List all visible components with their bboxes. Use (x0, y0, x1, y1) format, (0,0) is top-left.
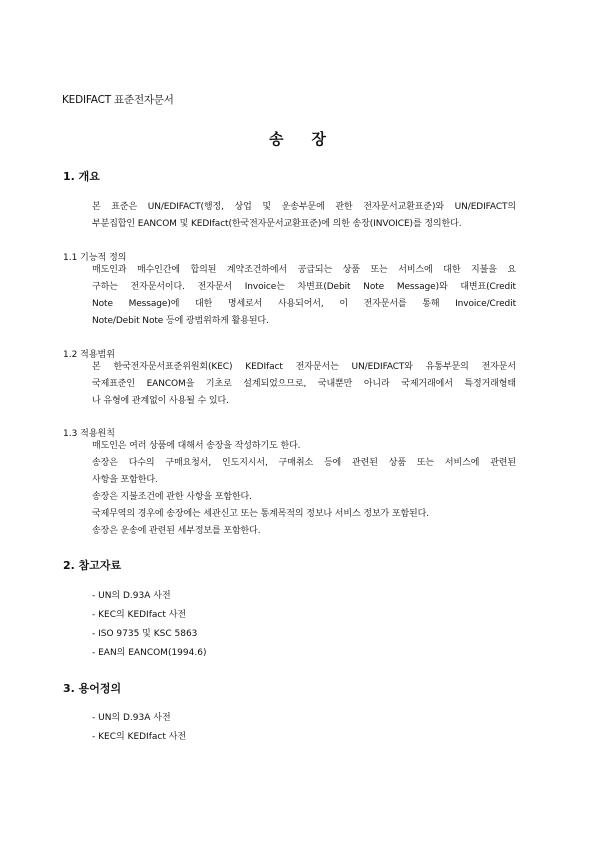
paragraph-line: 사항을 포함한다. (92, 475, 158, 485)
function-paragraph (92, 262, 516, 330)
list-item: - KEC의 KEDIfact 사전 (92, 610, 187, 620)
paragraph-line: 구하는 전자문서이다. 전자문서 Invoice는 차변표(Debit Note Message)와 대변표(Credit (92, 282, 516, 292)
paragraph-line: 송장은 다수의 구매요청서, 인도지시서, 구매취소 등에 관련된 상품 또는 서비스에 관련된 (92, 458, 516, 468)
section-heading-overview: 1. 개요 (63, 170, 100, 183)
paragraph-line: 국제표준인 EANCOM을 기초로 설계되었으므로, 국내뿐만 아니라 국제거래에서 특정거래형태 (92, 379, 516, 389)
scope-paragraph (92, 359, 516, 410)
page-title (0, 128, 595, 149)
paragraph-line: Note/Debit Note 등에 광범위하게 활용된다. (92, 316, 269, 326)
paragraph-line: 나 유형에 관계없이 사용될 수 있다. (92, 396, 229, 406)
document-type-label: KEDIFACT 표준전자문서 (62, 94, 174, 106)
paragraph-line: 본 표준은 UN/EDIFACT(행정, 상업 및 운송부문에 관한 전자문서교환표준)와 UN/EDIFACT의 (92, 202, 516, 212)
terms-list (92, 709, 186, 747)
section-heading-terms: 3. 용어정의 (63, 682, 122, 695)
subsection-heading-principles: 1.3 적용원칙 (63, 429, 115, 439)
overview-paragraph (92, 199, 516, 233)
section-heading-references: 2. 참고자료 (63, 559, 122, 572)
list-item: - ISO 9735 및 KSC 5863 (92, 629, 198, 639)
list-item: - KEC의 KEDIfact 사전 (92, 732, 187, 742)
list-item: - EAN의 EANCOM(1994.6) (92, 648, 207, 658)
paragraph-line: 본 한국전자문서표준위원회(KEC) KEDIfact 전자문서는 UN/EDIFACT와 유통부문의 전자문서 (92, 362, 516, 372)
list-item: - UN의 D.93A 사전 (92, 713, 171, 723)
principles-paragraph (92, 438, 516, 540)
paragraph-line: 송장은 지불조건에 관한 사항을 포함한다. (92, 492, 252, 502)
title-char-1: 송 (269, 130, 284, 148)
subsection-heading-scope: 1.2 적용범위 (63, 350, 115, 360)
title-char-2: 장 (311, 130, 326, 148)
paragraph-line: 매도인은 여러 상품에 대해서 송장을 작성하기도 한다. (92, 441, 301, 451)
paragraph-line: 국제무역의 경우에 송장에는 세관신고 또는 통계목적의 정보나 서비스 정보가 포함된다. (92, 509, 429, 519)
paragraph-line: 매도인과 매수인간에 합의된 계약조건하에서 공급되는 상품 또는 서비스에 대한 지불을 요 (92, 265, 516, 275)
paragraph-line: Note Message)에 대한 명세로서 사용되어서, 이 전자문서를 통해 Invoice/Credit (92, 299, 516, 309)
list-item: - UN의 D.93A 사전 (92, 591, 171, 601)
subsection-heading-function: 1.1 기능적 정의 (63, 253, 127, 263)
references-list (92, 587, 206, 663)
paragraph-line: 송장은 운송에 관련된 세부정보를 포함한다. (92, 526, 261, 536)
paragraph-line: 부분집합인 EANCOM 및 KEDIfact(한국전자문서교환표준)에 의한 송장(INVOICE)를 정의한다. (92, 219, 462, 229)
